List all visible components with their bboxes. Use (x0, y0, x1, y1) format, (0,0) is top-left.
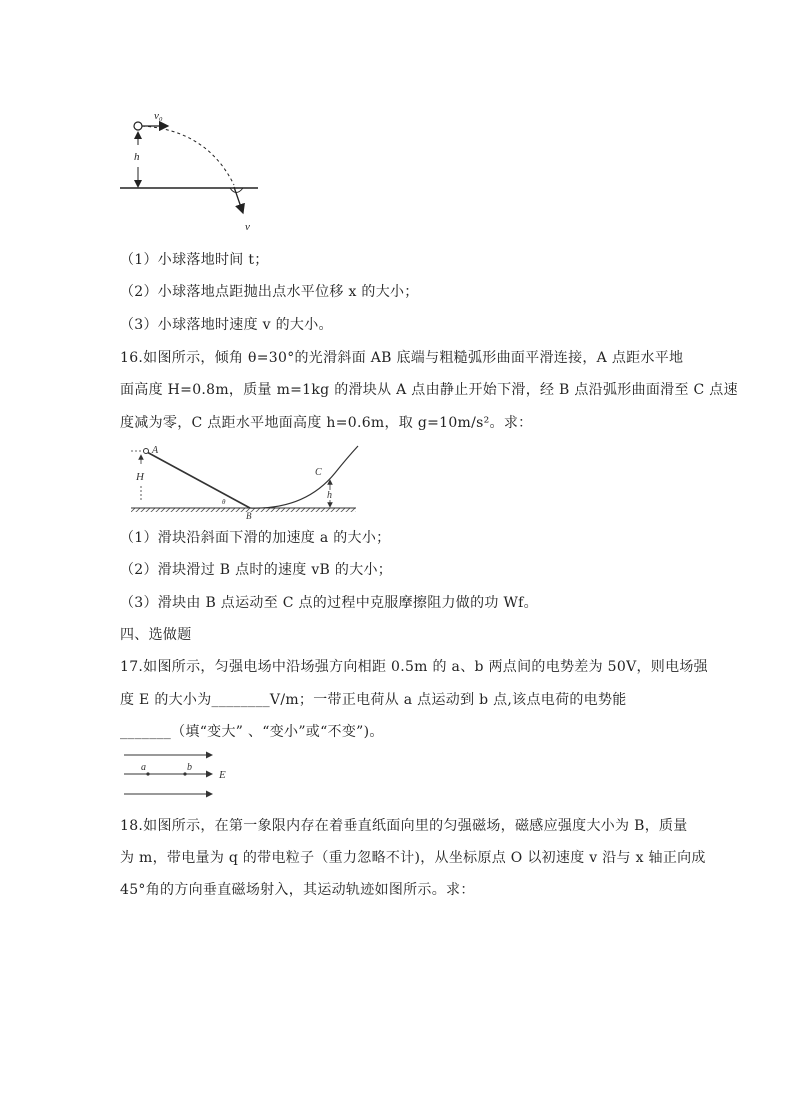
q16-line2: 面高度 H=0.8m，质量 m=1kg 的滑块从 A 点由静止开始下滑，经 B 点沿弧形曲面滑至 C 点速 (120, 382, 738, 398)
label-a: a (141, 762, 146, 773)
h-label: h (134, 151, 140, 163)
curve-BC (250, 446, 358, 508)
label-E: E (219, 769, 226, 781)
q15-sub2: （2）小球落地点距抛出点水平位移 x 的大小； (120, 284, 419, 300)
q16-sub1: （1）滑块沿斜面下滑的加速度 a 的大小； (120, 530, 391, 546)
v-label: v (245, 221, 250, 233)
q16-sub2: （2）滑块滑过 B 点时的速度 vB 的大小； (120, 562, 393, 578)
v-arrow (234, 187, 243, 213)
label-A: A (152, 445, 159, 456)
v0-label: v₀ (154, 110, 163, 122)
label-theta: θ (222, 498, 226, 506)
incline-AB (145, 451, 250, 508)
label-B: B (246, 511, 252, 520)
label-C: C (315, 467, 322, 478)
q15-sub3: （3）小球落地时速度 v 的大小。 (120, 317, 333, 333)
block-A (144, 449, 149, 454)
q17-line2: 度 E 的大小为________V/m；一带正电荷从 a 点运动到 b 点,该点电荷的电势能 (120, 692, 627, 708)
label-H: H (136, 471, 144, 483)
q16-sub3: （3）滑块由 B 点运动至 C 点的过程中克服摩擦阻力做的功 Wf。 (120, 595, 538, 611)
q18-line2: 为 m，带电量为 q 的带电粒子（重力忽略不计)，从坐标原点 O 以初速度 v 沿与 x 轴正向成 (120, 850, 706, 866)
electric-field-figure (118, 748, 248, 800)
q17-line1: 17.如图所示，匀强电场中沿场强方向相距 0.5m 的 a、b 两点间的电势差为 50V，则电场强 (120, 659, 708, 675)
trajectory-curve (142, 126, 234, 185)
label-b: b (187, 762, 192, 773)
point-a (146, 772, 149, 775)
q16-line1: 16.如图所示，倾角 θ=30°的光滑斜面 AB 底端与粗糙弧形曲面平滑连接，A 点距水平地 (120, 350, 684, 366)
q17-line3: _______（填“变大” 、“变小”或“不变”)。 (120, 724, 384, 740)
section4-title: 四、选做题 (120, 627, 192, 643)
q16-line3: 度减为零，C 点距水平地面高度 h=0.6m，取 g=10m/s²。求： (120, 415, 533, 431)
q18-line1: 18.如图所示，在第一象限内存在着垂直纸面向里的匀强磁场，磁感应强度大小为 B，质量 (120, 818, 688, 834)
q18-line3: 45°角的方向垂直磁场射入，其运动轨迹如图所示。求： (120, 882, 475, 898)
q15-sub1: （1）小球落地时间 t； (120, 252, 269, 268)
projectile-figure (112, 105, 272, 235)
ball (134, 122, 142, 130)
label-h: h (327, 490, 332, 501)
incline-figure (125, 438, 370, 520)
ground-hatch (131, 508, 356, 512)
